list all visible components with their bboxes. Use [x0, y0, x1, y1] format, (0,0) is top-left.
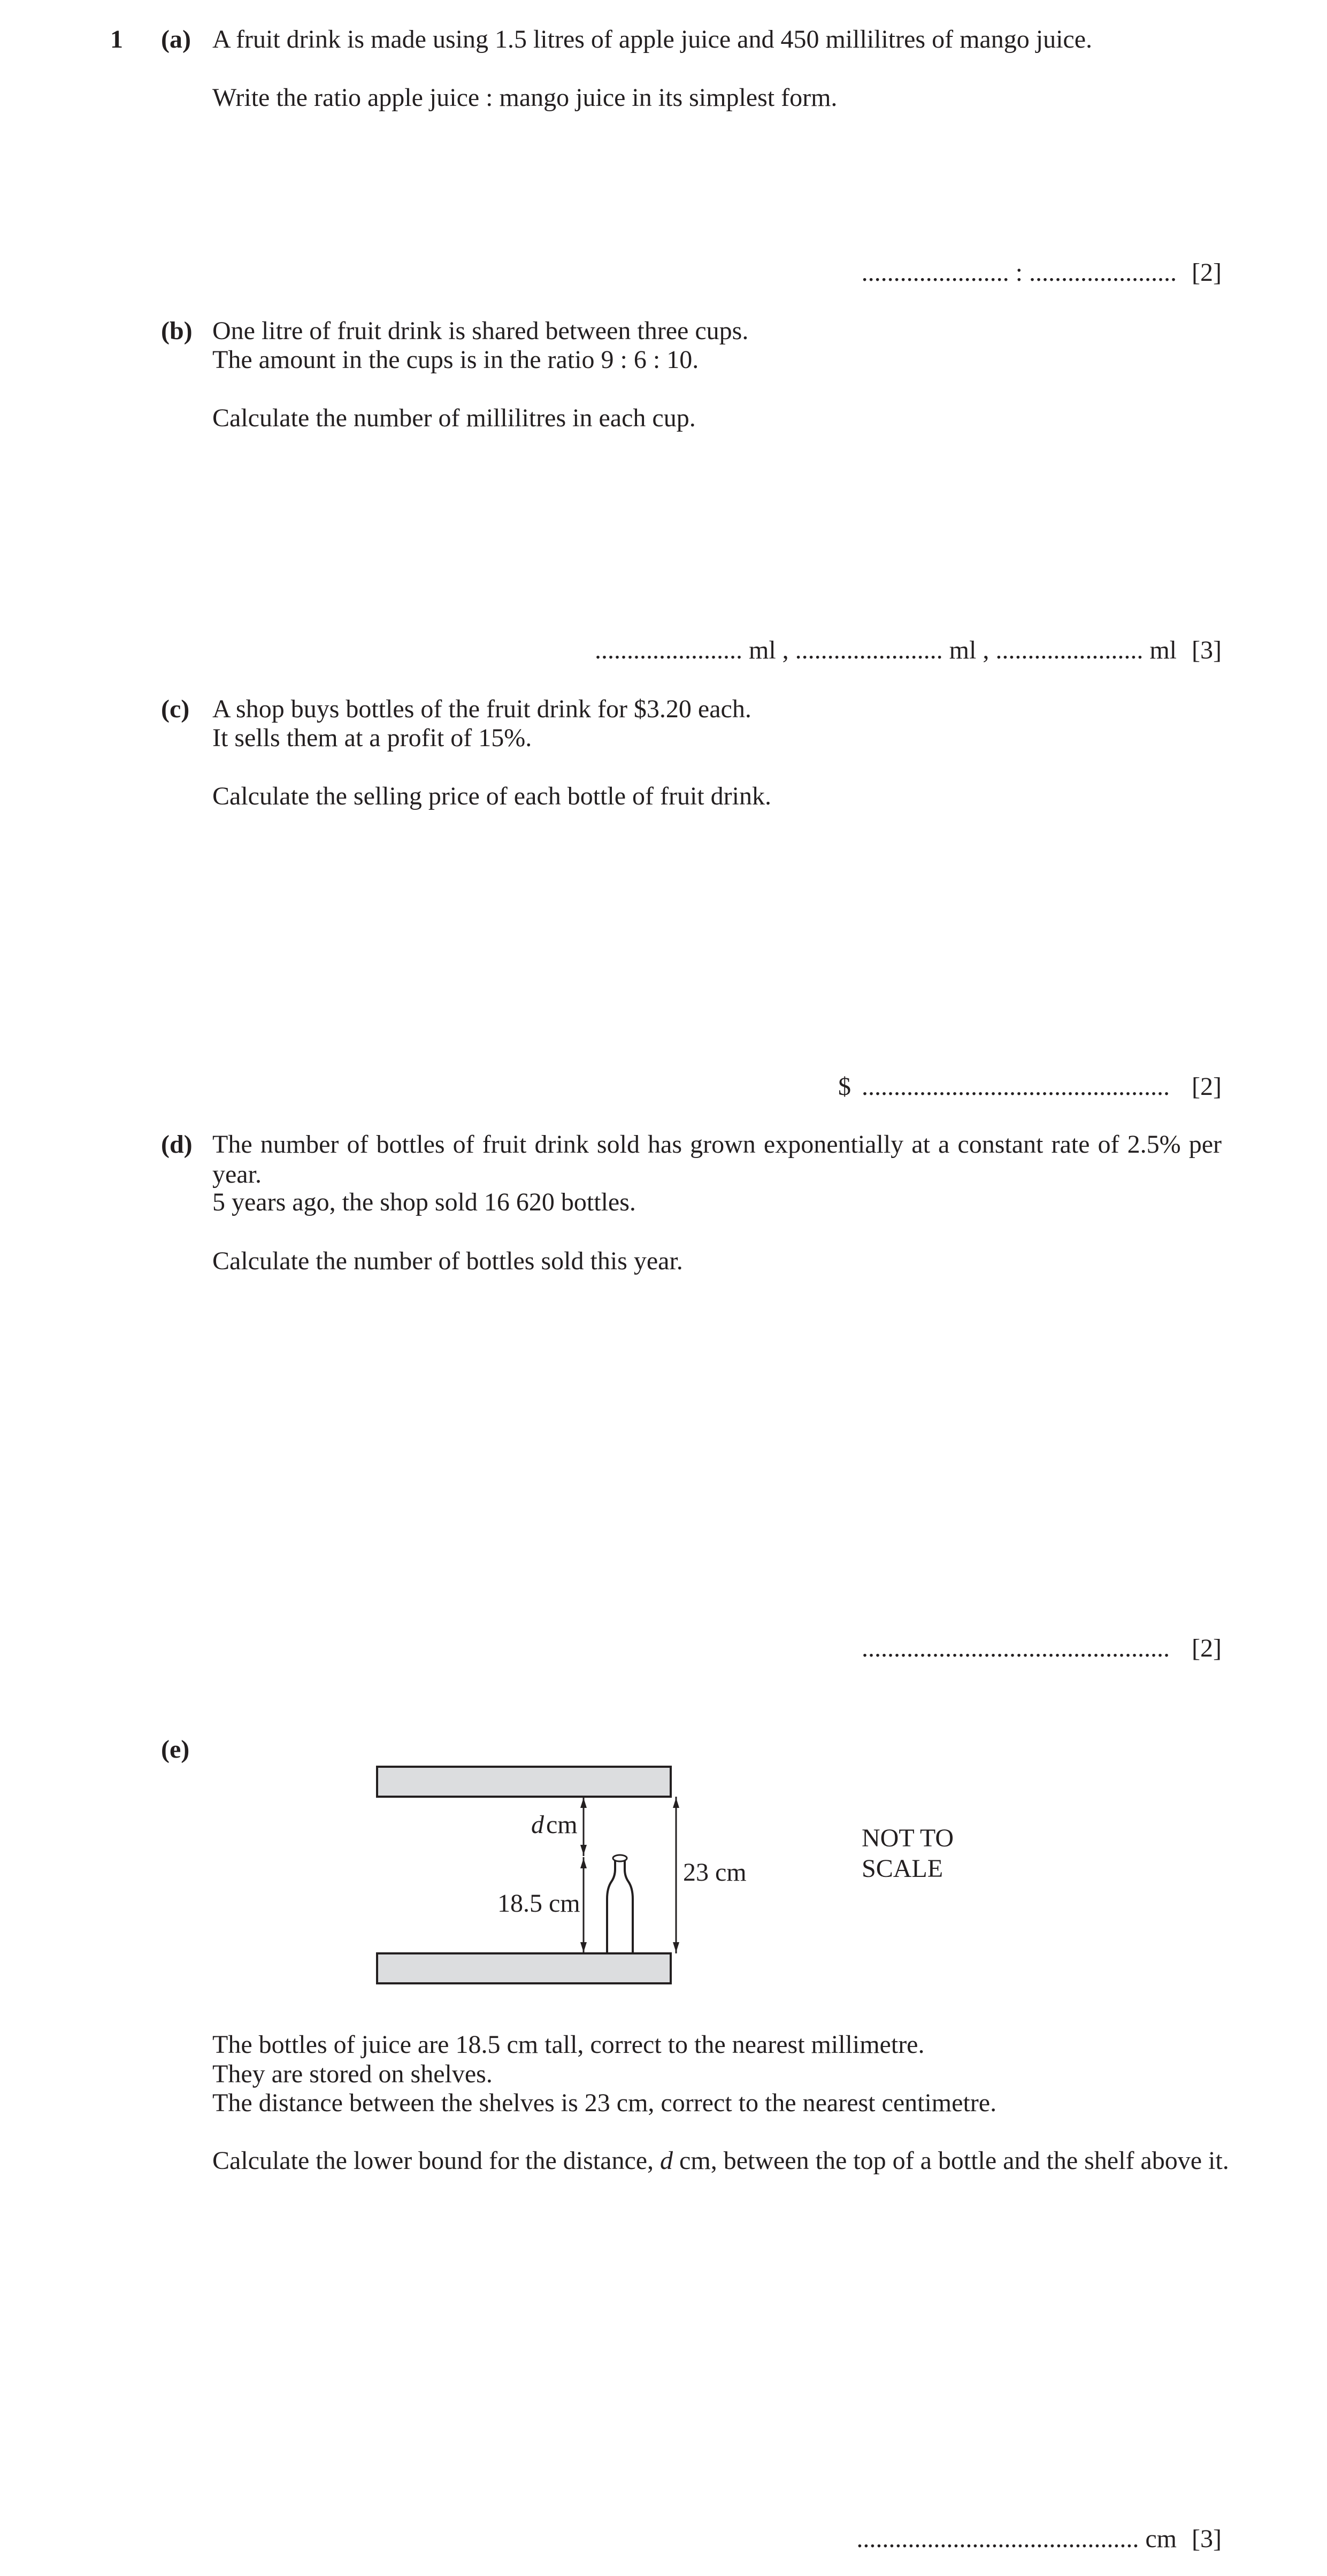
- part-d-label: (d): [161, 1130, 193, 1159]
- part-b-marks: [3]: [1192, 636, 1222, 664]
- part-c-label: (c): [161, 695, 190, 723]
- part-e-line-3: The distance between the shelves is 23 cm, correct to the nearest centimetre.: [212, 2089, 997, 2117]
- part-b-line-3: Calculate the number of millilitres in each cup.: [212, 404, 696, 432]
- part-d-answer-line: ................................................: [862, 1634, 1170, 1662]
- part-b-answer-line: ....................... ml , ....................... ml , ....................... ml: [594, 636, 1177, 664]
- not-to-scale-line-1: NOT TO: [862, 1824, 954, 1852]
- part-d-marks: [2]: [1192, 1634, 1222, 1662]
- part-e-marks: [3]: [1192, 2525, 1222, 2553]
- part-c-line-2: It sells them at a profit of 15%.: [212, 724, 532, 752]
- part-c-line-1: A shop buys bottles of the fruit drink for $3.20 each.: [212, 695, 751, 723]
- part-d-line-2: 5 years ago, the shop sold 16 620 bottles.: [212, 1188, 636, 1216]
- d-label: dcm: [531, 1811, 578, 1839]
- part-e-line-2: They are stored on shelves.: [212, 2060, 493, 2088]
- part-e-answer-line: ............................................ cm: [856, 2525, 1177, 2553]
- part-d-line-3: Calculate the number of bottles sold this year.: [212, 1247, 683, 1275]
- bottom-shelf: [377, 1953, 671, 1983]
- question-number: 1: [110, 25, 123, 53]
- part-e-question-var: d: [660, 2146, 673, 2175]
- part-a-answer-line: ....................... : .......................: [861, 258, 1177, 287]
- top-shelf: [377, 1767, 671, 1797]
- part-c-dollar-sign: $: [838, 1072, 851, 1101]
- shelf-gap-arrow: [673, 1797, 679, 1953]
- bottle-icon: [607, 1855, 633, 1953]
- bottle-height-label: 18.5 cm: [497, 1889, 580, 1918]
- part-d-line-1: The number of bottles of fruit drink sold has grown exponentially at a constant rate of 2.5% per year.: [212, 1130, 1222, 1189]
- part-b-line-1: One litre of fruit drink is shared between three cups.: [212, 317, 749, 345]
- part-c-answer-line: ................................................: [862, 1072, 1170, 1101]
- part-b-label: (b): [161, 317, 193, 345]
- d-dimension-arrow: [580, 1797, 587, 1856]
- part-e-label: (e): [161, 1735, 190, 1764]
- part-a-line-2: Write the ratio apple juice : mango juice in its simplest form.: [212, 83, 838, 112]
- part-c-marks: [2]: [1192, 1072, 1222, 1101]
- part-e-question-pre: Calculate the lower bound for the distance,: [212, 2146, 661, 2175]
- part-b-line-2: The amount in the cups is in the ratio 9 : 6 : 10.: [212, 346, 699, 374]
- part-e-line-1: The bottles of juice are 18.5 cm tall, correct to the nearest millimetre.: [212, 2030, 925, 2059]
- part-a-label: (a): [161, 25, 191, 53]
- part-a-line-1: A fruit drink is made using 1.5 litres of apple juice and 450 millilitres of mango juice.: [212, 25, 1093, 53]
- part-e-question-post: cm, between the top of a bottle and the shelf above it.: [673, 2146, 1229, 2175]
- bottle-height-arrow: [580, 1857, 587, 1953]
- part-c-line-3: Calculate the selling price of each bottle of fruit drink.: [212, 782, 771, 810]
- not-to-scale-line-2: SCALE: [862, 1854, 944, 1883]
- shelf-diagram: [342, 1754, 1016, 1995]
- shelf-gap-label: 23 cm: [683, 1858, 747, 1887]
- part-e-question: [212, 2146, 1229, 2176]
- part-a-marks: [2]: [1192, 258, 1222, 287]
